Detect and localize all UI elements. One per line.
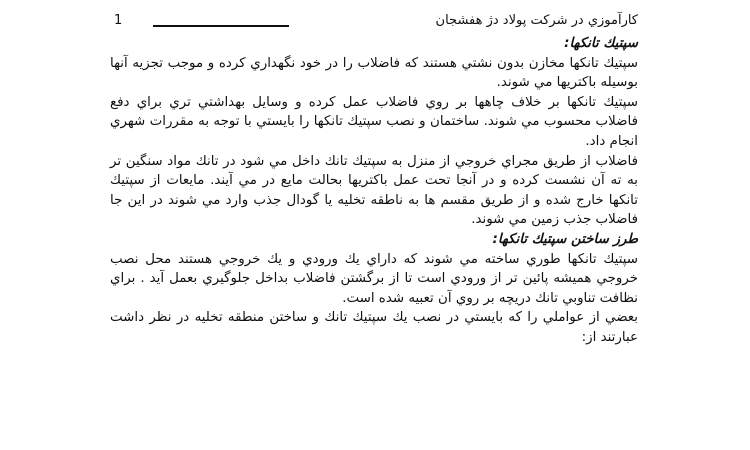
header-rule [153, 25, 289, 27]
section-heading-septic-tanks: سپتيك تانكها: [564, 36, 638, 51]
header-title: کارآموزي در شرکت پولاد دژ هفشجان [435, 13, 638, 28]
section-heading-construction: طرز ساختن سپتيك تانكها: [492, 231, 638, 247]
page-number: 1 [114, 13, 123, 28]
paragraph: سپتيك تانكها طوري ساخته مي شوند كه داراي يك ورودي و يك خروجي هستند محل نصب خروجي هميشه پائين تر از ورودي است تا از برگشتن فاضلاب بداخل جلوگيري بعمل آيد . براي نظافت تناوبي تانك دريچه بر روي آن تعبيه شده است. [110, 251, 638, 306]
paragraph: سپتيك تانكها مخازن بدون نشتي هستند كه فاضلاب را در خود نگهداري كرده و موجب تجزيه آنها بوسيله باكتريها مي شوند. [110, 55, 638, 91]
paragraph: فاضلاب از طريق مجراي خروجي از منزل به سپتيك تانك داخل مي شود در تانك مواد سنگين تر به ته آن نشست كرده و در آنجا تحت عمل باكتريها بحالت مايع در مي آيند. مايعات از سپتيك تانكها خارج شده و از طريق مقسم ها به ناطقه تخليه يا گودال جذب وارد مي شوند در اين جا فاضلاب جذب زمين مي شوند. [110, 153, 638, 228]
paragraph: بعضي از عواملي را كه بايستي در نصب يك سپتيك تانك و ساختن منطقه تخليه در نظر داشت عبارتند از: [110, 310, 638, 345]
paragraph: سپتيك تانكها بر خلاف چاهها بر روي فاضلاب عمل كرده و وسايل بهداشتي تري براي دفع فاضلاب محسوب مي شوند. ساختمان و نصب سپتيك تانكها را بايستي با توجه به مقررات شهري انجام داد. [110, 94, 638, 149]
page-header [108, 12, 638, 32]
document-body [110, 34, 638, 348]
